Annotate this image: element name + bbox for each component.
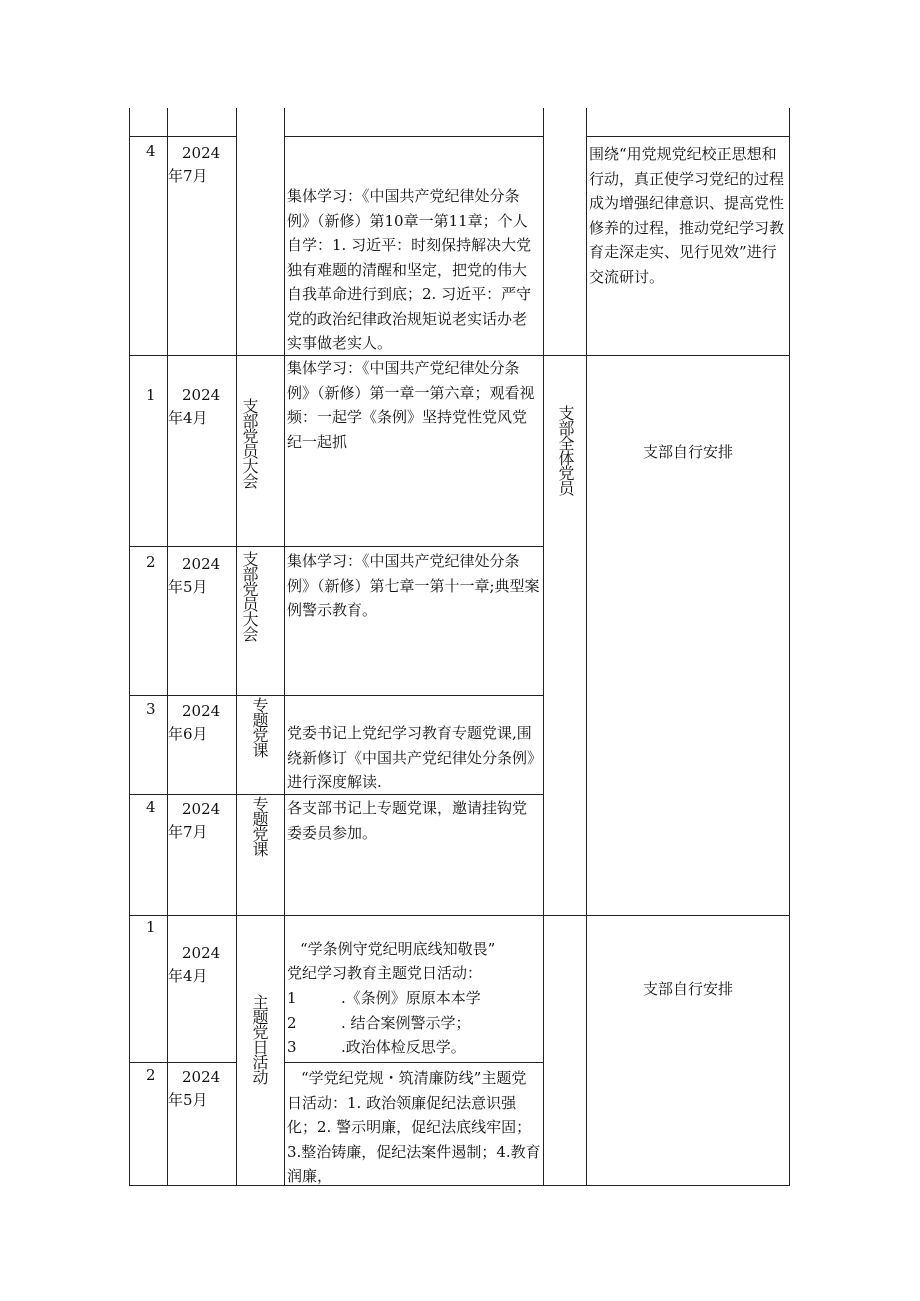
list-item-number: 2 [287,1013,297,1032]
table-border [586,136,789,137]
activity-list [287,986,541,1060]
row-number: 3 [146,700,156,718]
table-border [284,108,285,1186]
table-border [543,108,544,1186]
table-border [789,108,790,1186]
row-date [168,384,220,430]
date-year: 2024 [182,702,221,720]
table-border [129,136,236,137]
date-month: 年4月 [168,409,208,427]
table-border [236,108,237,1186]
table-border [129,1062,236,1063]
form-cell: 专题党课 [250,697,269,757]
date-month: 年5月 [168,1091,208,1109]
form-cell: 专题党课 [250,796,269,856]
row-number: 4 [146,798,156,816]
form-cell: 主题党日活动 [250,994,269,1084]
content-cell: “学党纪党规・筑清廉防线”主题党日活动：1. 政治领廉促纪法意识强化；2. 警示明廉，促纪法底线牢固；3.整治铸廉，促纪法案件遏制；4.教育润廉， [287,1069,541,1185]
note-cell: 支部自行安排 [642,980,733,998]
table-border [284,1062,543,1063]
list-item [287,986,541,1011]
list-item [287,1011,541,1036]
row-number: 1 [146,918,156,936]
table-border [586,108,587,1186]
table-border [129,695,543,696]
form-cell: 支部党员大会 [240,398,259,488]
participants-cell: 支部全体党员 [556,405,575,495]
activity-subtitle: 党纪学习教育主题党日活动： [287,964,483,982]
list-item-text: .政治体检反思学。 [341,1038,466,1056]
date-month: 年7月 [168,167,208,185]
list-item-text: . 结合案例警示学； [341,1013,471,1032]
date-year: 2024 [182,555,221,573]
row-number: 2 [146,1066,156,1084]
date-month: 年7月 [168,823,208,841]
date-year: 2024 [182,1068,221,1086]
row-number: 4 [146,142,156,160]
table-border [167,108,168,1186]
form-cell: 支部党员大会 [240,551,259,641]
row-date [168,942,220,988]
date-year: 2024 [182,386,221,404]
row-date [168,142,220,188]
row-date [168,553,220,599]
row-date [168,700,220,746]
content-cell: 党委书记上党纪学习教育专题党课,围绕新修订《中国共产党纪律处分条例》进行深度解读. [287,724,535,791]
date-month: 年5月 [168,578,208,596]
note-cell: 围绕“用党规党纪校正思想和行动，真正使学习党纪的过程成为增强纪律意识、提高党性修养的过程，推动党纪学习教育走深走实、见行见效”进行交流研讨。 [589,145,785,286]
row-number: 2 [146,553,156,571]
content-cell: 集体学习：《中国共产党纪律处分条例》（新修）第一章一第六章；观看视频：一起学《条例》坚持党性党风党纪一起抓 [287,359,535,451]
date-month: 年4月 [168,967,208,985]
row-number: 1 [146,386,156,404]
table-border [129,108,130,1186]
note-cell: 支部自行安排 [642,443,733,461]
date-year: 2024 [182,800,221,818]
row-date [168,1066,220,1112]
content-cell: 各支部书记上专题党课，邀请挂钩党委委员参加。 [287,799,528,842]
list-item-number: 3 [287,1038,297,1056]
table-border [129,915,789,916]
list-item-number: 1 [287,989,297,1007]
date-year: 2024 [182,144,221,162]
list-item [287,1035,541,1060]
activity-title: “学条例守党纪明底线知敬畏” [300,940,496,958]
list-item-text: .《条例》原原本本学 [341,989,481,1007]
row-date [168,798,220,844]
content-cell: 集体学习：《中国共产党纪律处分条例》（新修）第10章一第11章；个人自学：1. 习近平：时刻保持解决大党独有难题的清醒和坚定，把党的伟大自我革命进行到底；2. 习近平：严守党的政治纪律政治规矩说老实话办老实事做老实人。 [287,187,532,352]
date-year: 2024 [182,944,221,962]
table-border [284,136,543,137]
date-month: 年6月 [168,725,208,743]
table-border [129,546,543,547]
content-cell: 集体学习：《中国共产党纪律处分条例》（新修）第七章一第十一章;典型案例警示教育。 [287,552,540,619]
